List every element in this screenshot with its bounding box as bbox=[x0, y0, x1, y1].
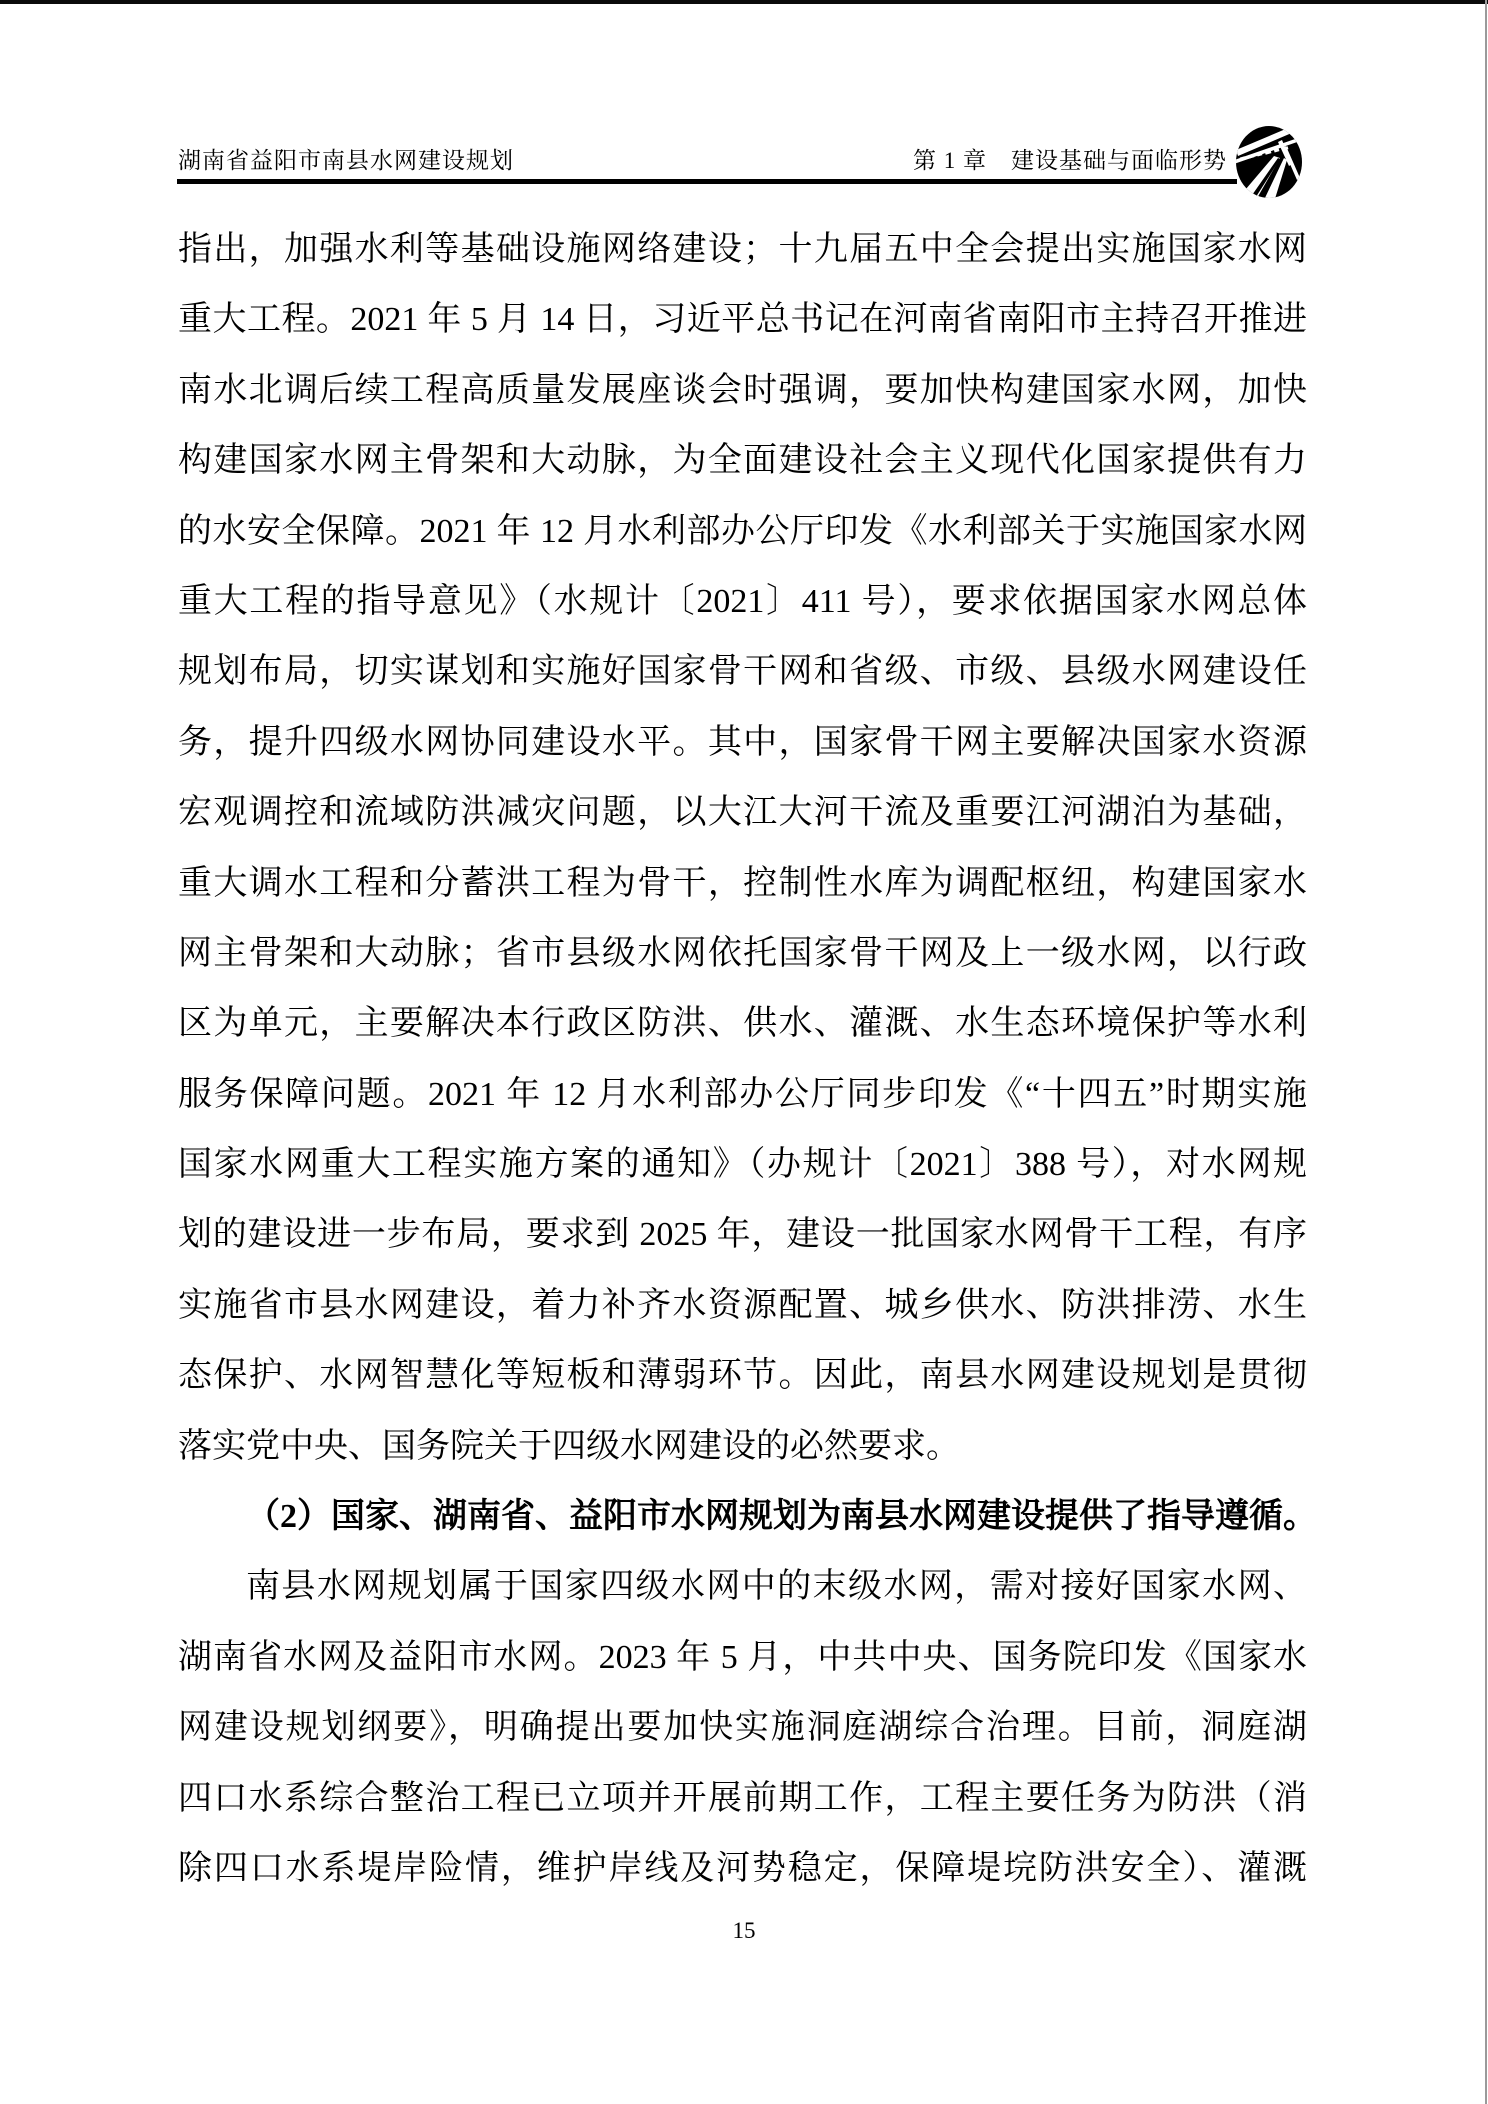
text-line: 宏观调控和流域防洪减灾问题，以大江大河干流及重要江河湖泊为基础， bbox=[178, 794, 1307, 832]
text-line: 落实党中央、国务院关于四级水网建设的必然要求。 bbox=[178, 1427, 960, 1465]
text-line: 国家水网重大工程实施方案的通知》（办规计〔2021〕388 号），对水网规 bbox=[178, 1146, 1307, 1184]
text-line: 规划布局，切实谋划和实施好国家骨干网和省级、市级、县级水网建设任 bbox=[178, 653, 1307, 691]
page-number: 15 bbox=[732, 1918, 756, 1943]
text-line: 重大工程。2021 年 5 月 14 日，习近平总书记在河南省南阳市主持召开推进 bbox=[178, 301, 1307, 339]
text-line: 重大工程的指导意见》（水规计〔2021〕411 号），要求依据国家水网总体 bbox=[178, 582, 1307, 620]
text-line: 务，提升四级水网协同建设水平。其中，国家骨干网主要解决国家水资源 bbox=[178, 723, 1307, 761]
header-rule bbox=[177, 179, 1237, 184]
text-line: 构建国家水网主骨架和大动脉，为全面建设社会主义现代化国家提供有力 bbox=[178, 442, 1307, 480]
text-line: 区为单元，主要解决本行政区防洪、供水、灌溉、水生态环境保护等水利 bbox=[178, 1005, 1307, 1043]
text-line: 四口水系综合整治工程已立项并开展前期工作，工程主要任务为防洪（消 bbox=[178, 1779, 1307, 1817]
text-line: 南水北调后续工程高质量发展座谈会时强调，要加快构建国家水网，加快 bbox=[178, 371, 1307, 409]
text-line: 网主骨架和大动脉；省市县级水网依托国家骨干网及上一级水网，以行政 bbox=[178, 934, 1307, 972]
text-line: 南县水网规划属于国家四级水网中的末级水网，需对接好国家水网、 bbox=[246, 1568, 1307, 1606]
scan-edge-top bbox=[0, 0, 1488, 4]
text-line: 网建设规划纲要》，明确提出要加快实施洞庭湖综合治理。目前，洞庭湖 bbox=[178, 1709, 1307, 1747]
text-line: 湖南省水网及益阳市水网。2023 年 5 月，中共中央、国务院印发《国家水 bbox=[178, 1638, 1307, 1676]
text-line: 的水安全保障。2021 年 12 月水利部办公厅印发《水利部关于实施国家水网 bbox=[178, 512, 1307, 550]
text-line: 态保护、水网智慧化等短板和薄弱环节。因此，南县水网建设规划是贯彻 bbox=[178, 1357, 1307, 1395]
page-edge-right bbox=[1485, 0, 1487, 2104]
text-line: 实施省市县水网建设，着力补齐水资源配置、城乡供水、防洪排涝、水生 bbox=[178, 1286, 1307, 1324]
body-text bbox=[178, 215, 1317, 1904]
text-line: 划的建设进一步布局，要求到 2025 年，建设一批国家水网骨干工程，有序 bbox=[178, 1216, 1307, 1254]
text-line: 指出，加强水利等基础设施网络建设；十九届五中全会提出实施国家水网 bbox=[178, 231, 1307, 268]
text-line: 重大调水工程和分蓄洪工程为骨干，控制性水库为调配枢纽，构建国家水 bbox=[178, 864, 1307, 902]
text-line: 除四口水系堤岸险情，维护岸线及河势稳定，保障堤垸防洪安全）、灌溉 bbox=[178, 1849, 1307, 1887]
text-line: 服务保障问题。2021 年 12 月水利部办公厅同步印发《“十四五”时期实施 bbox=[178, 1075, 1307, 1113]
road-perspective-emblem-icon bbox=[1234, 124, 1304, 200]
header-document-title: 湖南省益阳市南县水网建设规划 bbox=[178, 148, 514, 173]
header-chapter-title: 第 1 章 建设基础与面临形势 bbox=[913, 148, 1227, 173]
section-heading: （2）国家、湖南省、益阳市水网规划为南县水网建设提供了指导遵循。 bbox=[246, 1498, 1317, 1536]
